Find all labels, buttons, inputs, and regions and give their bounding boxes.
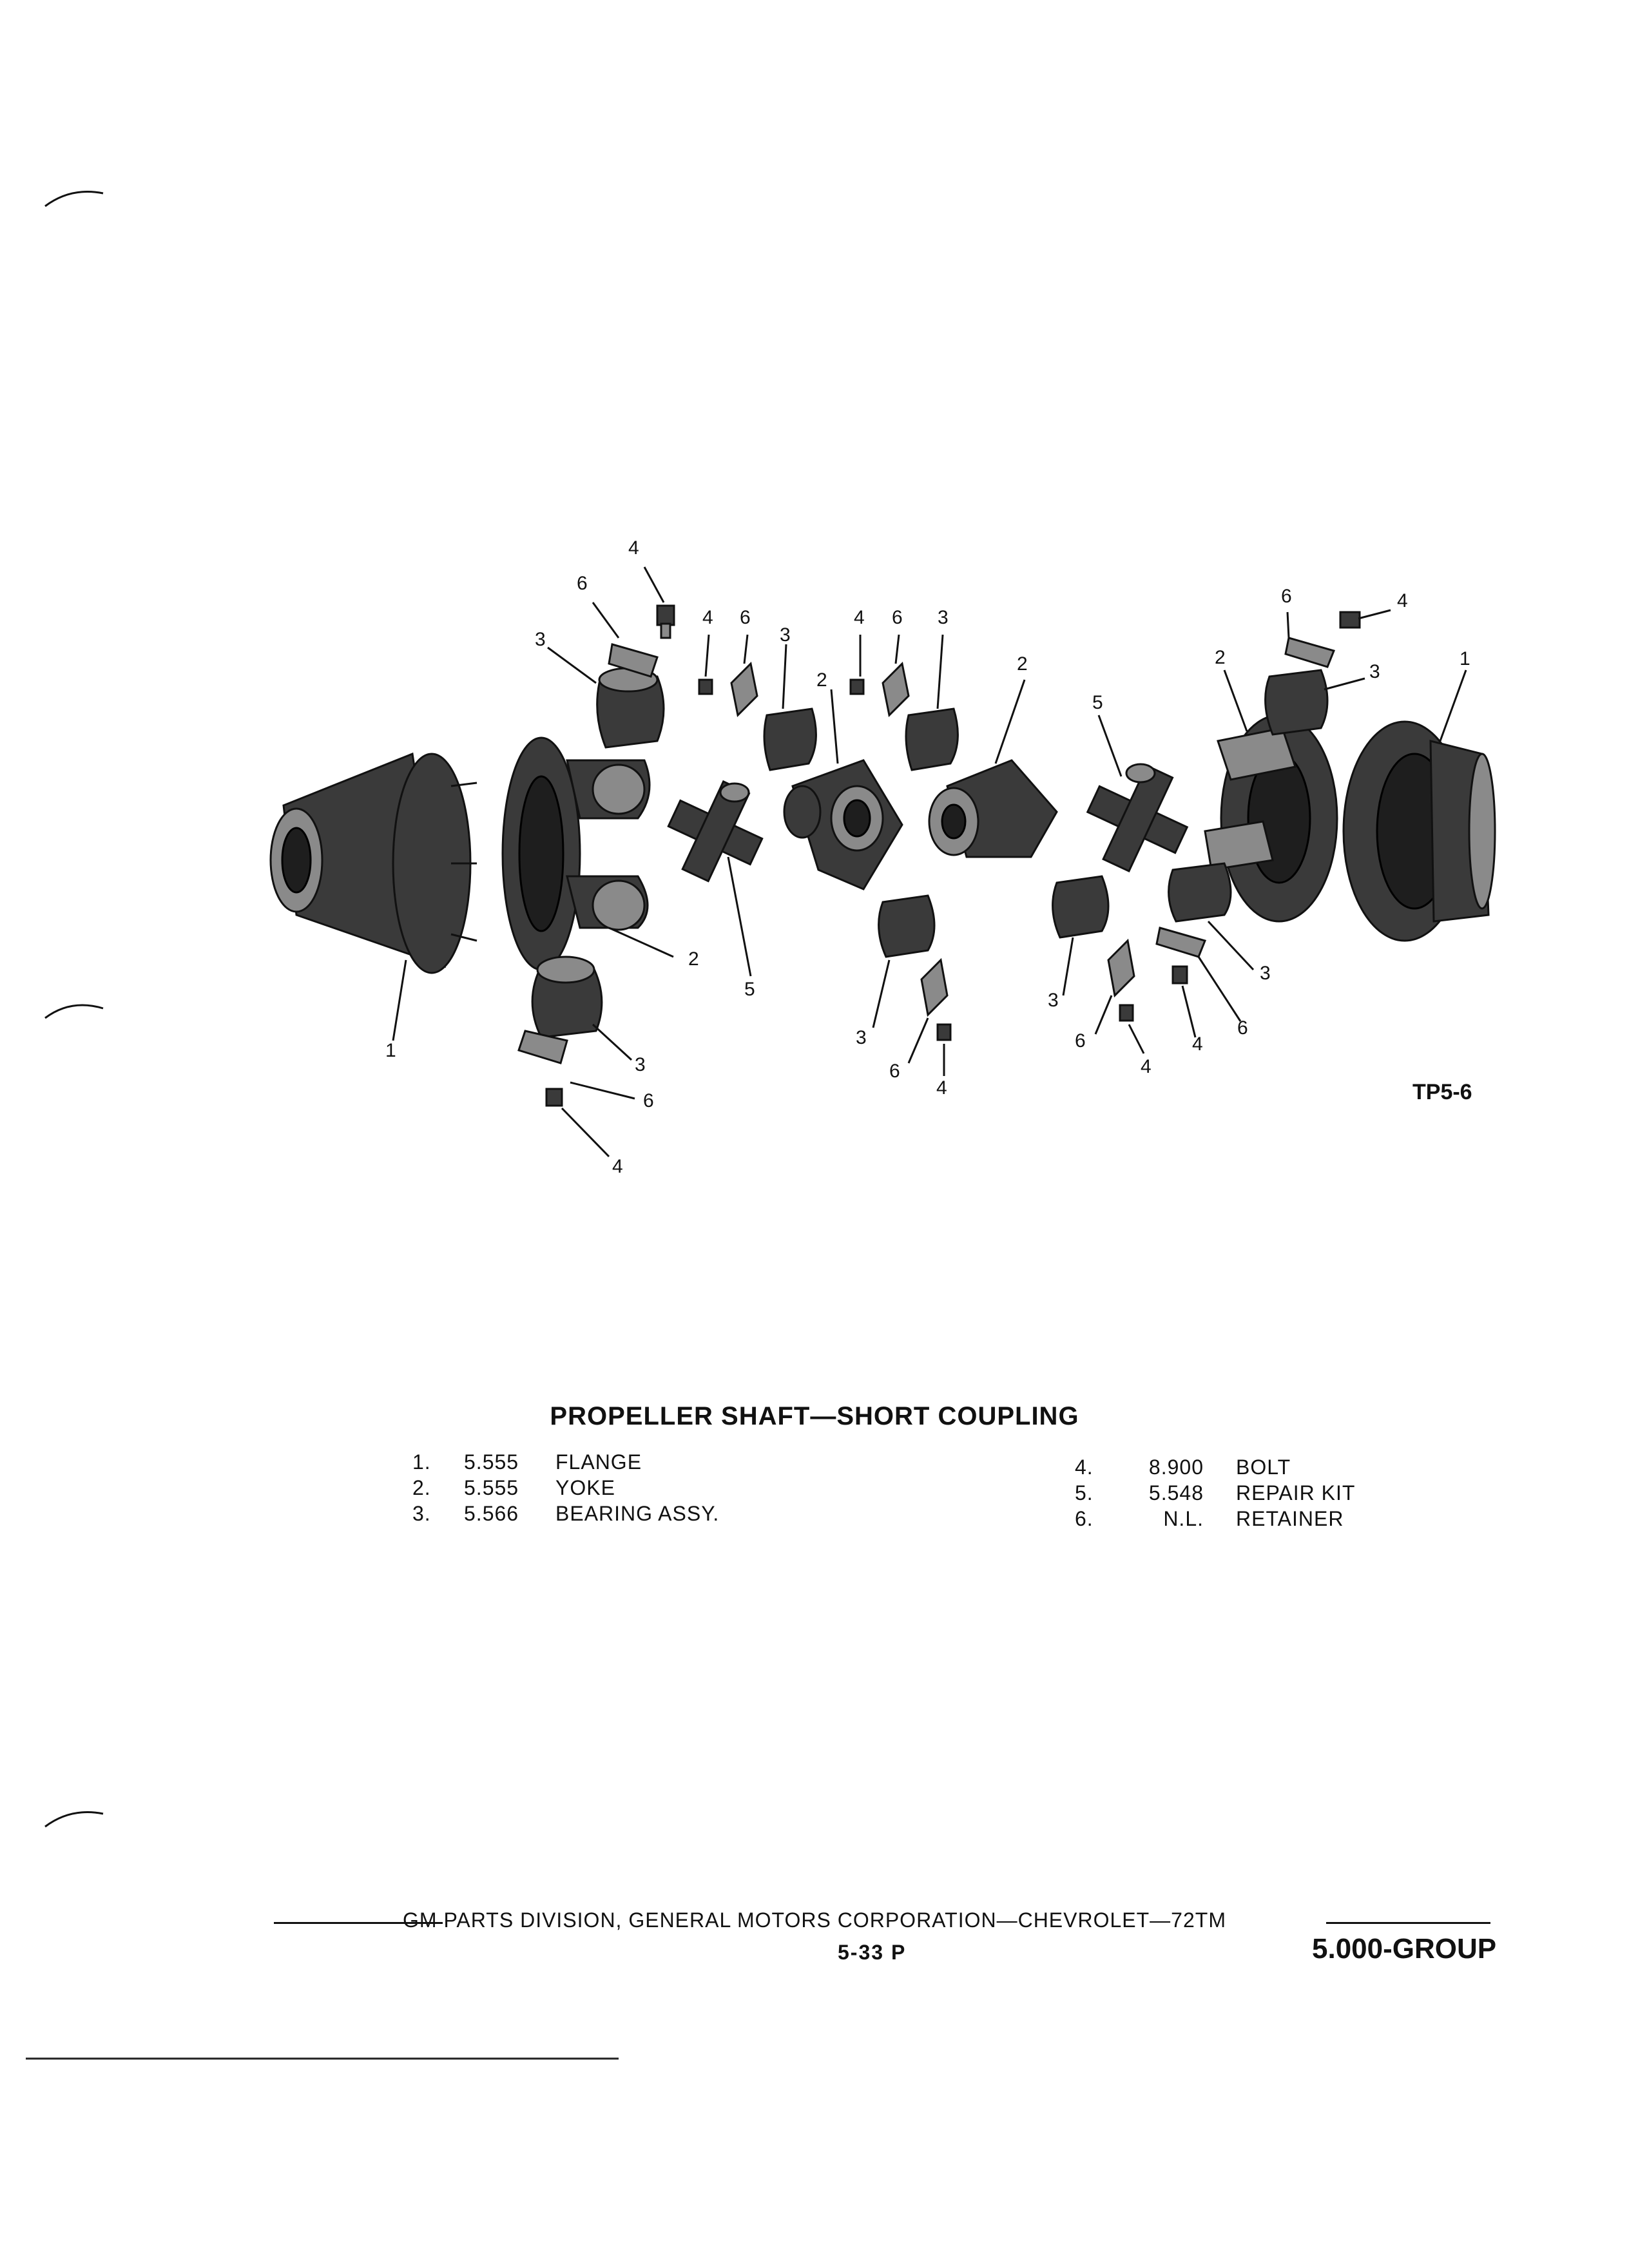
part-name: YOKE xyxy=(555,1476,615,1499)
callout: 2 xyxy=(1215,647,1226,668)
footer-credit: GM PARTS DIVISION, GENERAL MOTORS CORPORATION—CHEVROLET—72TM xyxy=(403,1908,1226,1932)
retainer-right-upper-drawing xyxy=(1286,638,1334,667)
bearing-cup-center-4-drawing xyxy=(1053,876,1108,937)
flange-yoke-drawing xyxy=(503,738,650,970)
bearing-cup-right-lower-drawing xyxy=(1169,863,1231,921)
callout: 6 xyxy=(643,1090,654,1111)
retainer-right-lower-drawing xyxy=(1157,928,1205,957)
callout: 3 xyxy=(1048,990,1059,1011)
callout: 1 xyxy=(1460,648,1470,669)
scan-mark xyxy=(45,192,103,207)
part-number: 5.555 xyxy=(464,1476,519,1499)
bearing-cup-right-upper-drawing xyxy=(1266,670,1327,735)
part-name: RETAINER xyxy=(1236,1507,1344,1530)
page-number: 5-33 P xyxy=(838,1941,907,1964)
parts-list-left xyxy=(412,1450,719,1527)
part-number: 8.900 xyxy=(1148,1456,1204,1479)
bolt-lower-left-drawing xyxy=(546,1089,562,1106)
scan-mark xyxy=(45,1005,103,1018)
item-number: 5. xyxy=(1075,1481,1094,1504)
callout: 4 xyxy=(936,1077,947,1099)
callout: 2 xyxy=(816,669,827,691)
bearing-cup-center-1-drawing xyxy=(764,709,816,770)
callout: 4 xyxy=(854,607,865,628)
item-number: 1. xyxy=(412,1450,431,1474)
item-number: 4. xyxy=(1075,1456,1094,1479)
part-number: 5.548 xyxy=(1148,1481,1204,1504)
bolt-right-upper-drawing xyxy=(1340,612,1360,628)
callout: 6 xyxy=(740,607,751,628)
slip-yoke-left-drawing xyxy=(784,760,902,889)
bearing-cup-upper-left-drawing xyxy=(597,668,664,747)
slip-yoke-right-drawing xyxy=(929,760,1057,857)
callout: 4 xyxy=(1192,1033,1203,1055)
part-name: REPAIR KIT xyxy=(1236,1481,1356,1504)
item-number: 6. xyxy=(1075,1507,1094,1530)
part-name: BOLT xyxy=(1236,1456,1291,1479)
bolt-upper-left-drawing xyxy=(657,606,674,638)
callout: 6 xyxy=(889,1061,900,1082)
callout: 5 xyxy=(1092,692,1103,713)
callout: 3 xyxy=(635,1054,646,1075)
callout: 4 xyxy=(1141,1056,1152,1077)
part-number: N.L. xyxy=(1163,1507,1204,1530)
parts-row xyxy=(1075,1506,1355,1532)
item-number: 3. xyxy=(412,1502,431,1525)
callout: 1 xyxy=(385,1040,396,1061)
callout: 3 xyxy=(1369,661,1380,682)
bearing-cup-lower-left-drawing xyxy=(532,957,602,1037)
bearing-cup-center-3-drawing xyxy=(879,896,934,957)
group-label: 5.000-GROUP xyxy=(1312,1933,1497,1965)
part-number: 5.566 xyxy=(464,1502,519,1525)
part-name: FLANGE xyxy=(555,1450,642,1474)
callout: 2 xyxy=(688,948,699,970)
callout: 3 xyxy=(938,607,949,628)
callout: 4 xyxy=(702,607,713,628)
callout: 6 xyxy=(577,573,588,594)
scan-mark xyxy=(45,1812,103,1827)
callout: 5 xyxy=(744,979,755,1000)
item-number: 2. xyxy=(412,1476,431,1499)
parts-list-right xyxy=(1075,1455,1355,1532)
parts-row xyxy=(1075,1481,1355,1506)
part-name: BEARING ASSY. xyxy=(555,1502,720,1525)
callout: 6 xyxy=(1075,1030,1086,1052)
callout: 6 xyxy=(1281,586,1292,607)
callout: 6 xyxy=(1237,1017,1248,1039)
callout: 3 xyxy=(535,629,546,650)
callout: 3 xyxy=(856,1027,867,1048)
parts-row xyxy=(412,1475,719,1501)
callout: 6 xyxy=(892,607,903,628)
flange-right-drawing xyxy=(1344,722,1495,941)
callout: 3 xyxy=(780,624,791,646)
universal-joint-cross-left-drawing xyxy=(668,782,762,881)
parts-row xyxy=(412,1450,719,1475)
callout: 4 xyxy=(1397,590,1408,611)
bolt-right-lower-drawing xyxy=(1173,966,1187,983)
parts-row xyxy=(412,1501,719,1527)
callout: 3 xyxy=(1260,963,1271,984)
bearing-cup-center-2-drawing xyxy=(906,709,958,770)
figure-id: TP5-6 xyxy=(1412,1080,1472,1104)
universal-joint-cross-right-drawing xyxy=(1088,764,1188,871)
callout: 4 xyxy=(612,1156,623,1177)
callout: 4 xyxy=(628,537,639,559)
part-number: 5.555 xyxy=(464,1450,519,1474)
callout: 2 xyxy=(1017,653,1028,675)
page-title: PROPELLER SHAFT—SHORT COUPLING xyxy=(550,1402,1079,1430)
parts-row xyxy=(1075,1455,1355,1481)
flange-left-drawing xyxy=(271,754,477,973)
